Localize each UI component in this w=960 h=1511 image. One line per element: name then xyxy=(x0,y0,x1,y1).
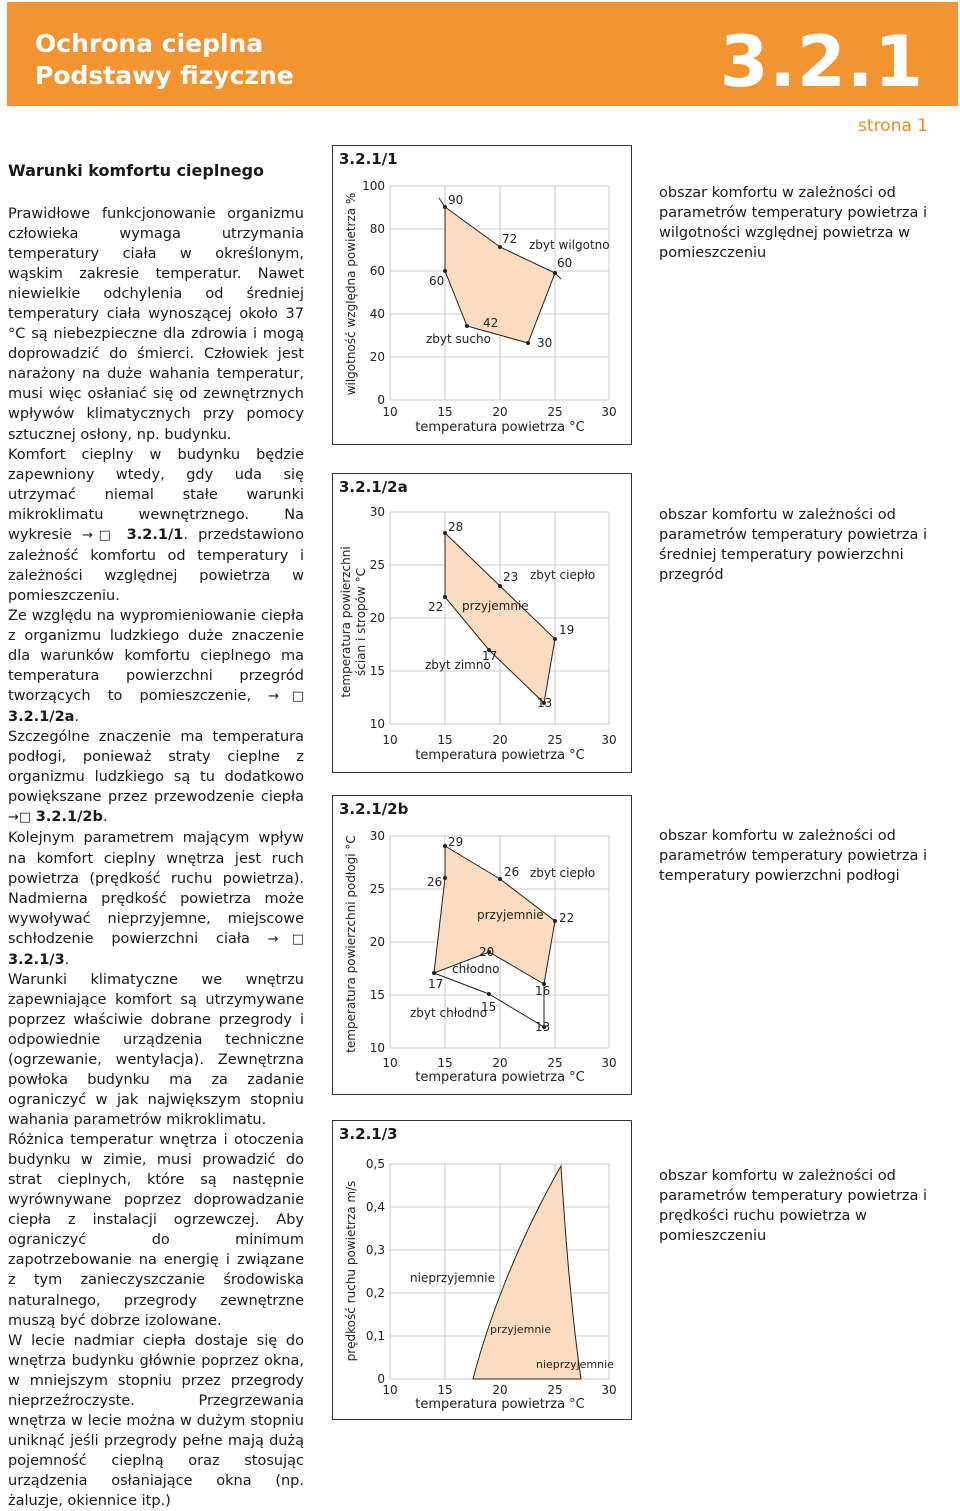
annotation: 19 xyxy=(559,623,575,637)
x-axis-label: temperatura powietrza °C xyxy=(415,1397,585,1412)
y-tick: 80 xyxy=(369,222,385,236)
y-tick: 10 xyxy=(369,717,385,731)
annotation: 29 xyxy=(448,835,464,849)
header-title xyxy=(35,28,294,92)
reference-arrow-icon: →□ xyxy=(268,689,305,705)
reference-arrow-icon: →□ xyxy=(267,931,304,947)
y-tick: 0 xyxy=(377,393,385,407)
figure-caption: obszar komfortu w zależności od parametrów temperatury powietrza i wilgotności względnej powietrza w pomieszczeniu xyxy=(659,185,928,261)
y-tick: 10 xyxy=(369,1041,385,1055)
figure-reference[interactable]: 3.2.1/1 xyxy=(126,526,184,543)
figure-3-2-1-1 xyxy=(332,145,632,445)
annotation: 17 xyxy=(428,977,444,991)
annotation: 13 xyxy=(535,1020,551,1034)
x-tick: 25 xyxy=(547,733,563,747)
y-tick: 100 xyxy=(362,179,385,193)
annotation: 20 xyxy=(479,945,495,959)
annotation: 22 xyxy=(559,911,575,925)
reference-arrow-icon: →□ xyxy=(8,810,32,826)
y-tick: 0,3 xyxy=(365,1243,385,1257)
annotation: 26 xyxy=(427,875,443,889)
x-tick: 20 xyxy=(492,1056,508,1070)
x-tick: 25 xyxy=(547,405,563,419)
annotation: 17 xyxy=(482,649,498,663)
reference-arrow-icon: →□ xyxy=(82,527,117,543)
chart-wall-temperature xyxy=(333,474,631,772)
annotation: 23 xyxy=(503,570,519,584)
y-tick: 0,4 xyxy=(365,1200,385,1214)
paragraph-4: Szczególne znaczenie ma temperatura podłogi, ponieważ straty cieplne z organizmu ludzkiego są tu dodatkowo powiększane przez przewodzenie ciepła →□ 3.2.1/2b. xyxy=(8,729,304,826)
y-tick: 25 xyxy=(369,558,385,572)
y-tick: 0,5 xyxy=(365,1157,385,1171)
x-tick: 15 xyxy=(437,405,453,419)
y-tick: 20 xyxy=(369,935,385,949)
header-title-line1: Ochrona cieplna xyxy=(35,29,264,58)
figure-label: 3.2.1/1 xyxy=(339,150,398,168)
y-tick: 60 xyxy=(369,264,385,278)
x-tick: 10 xyxy=(382,1056,398,1070)
x-tick: 20 xyxy=(492,405,508,419)
body-text xyxy=(8,204,304,1511)
figure-3-2-1-2a xyxy=(332,473,632,773)
x-tick: 25 xyxy=(547,1056,563,1070)
annotation: 60 xyxy=(557,256,573,270)
figure-label: 3.2.1/2a xyxy=(339,478,408,496)
annotation: zbyt ciepło xyxy=(530,568,596,582)
annotation: zbyt zimno xyxy=(425,658,491,672)
y-axis-label: wilgotność względna powietrza % xyxy=(344,192,358,396)
x-tick: 30 xyxy=(601,1383,617,1397)
figure-caption: obszar komfortu w zależności od parametrów temperatury powietrza i średniej temperatury powierzchni przegród xyxy=(659,507,928,583)
y-tick: 15 xyxy=(369,988,385,1002)
paragraph-1: Prawidłowe funkcjonowanie organizmu człowieka wymaga utrzymania temperatury ciała w określonym, wąskim zakresie temperatur. Nawet niewielkie odchylenia od średniej temperatury ciała wynoszącej około 37 °C są niebezpieczne dla zdrowia i mogą doprowadzić do śmierci. Człowiek jest narażony na duże wahania temperatur, musi więc osłaniać się od zewnętrznych wpływów klimatycznych przy pomocy sztucznej osłony, np. budynku. xyxy=(8,206,304,443)
paragraph-3: Ze względu na wypromieniowanie ciepła z organizmu ludzkiego duże znaczenie dla warunków komfortu cieplnego ma temperatura powierzchni przegród tworzących to pomieszczenie, →□ 3.2.1/2a. xyxy=(8,607,305,726)
annotation: 15 xyxy=(481,1000,497,1014)
y-axis-label: temperatura powierzchni podłogi °C xyxy=(344,835,358,1053)
paragraph-5: Kolejnym parametrem mającym wpływ na komfort cieplny wnętrza jest ruch powietrza (prędkość ruchu powietrza). Nadmierna prędkość powietrza może wywoływać nieprzyjemne, miejscowe schłodzenie powierzchni ciała →□ 3.2.1/3. xyxy=(8,830,304,968)
chart-floor-temperature xyxy=(333,796,631,1094)
x-tick: 25 xyxy=(547,1383,563,1397)
y-tick: 15 xyxy=(369,664,385,678)
y-axis-label: temperatura powierzchni xyxy=(339,546,353,698)
y-tick: 30 xyxy=(369,829,385,843)
paragraph-8: W lecie nadmiar ciepła dostaje się do wnętrza budynku głównie poprzez okna, w mniejszym stopniu przez przegrody nieprzeźroczyste. Przegrzewania wnętrza w lecie można w dużym stopniu uniknąć jeśli przegrody pełne mają dużą pojemność cieplną oraz stosując urządzenia osłaniające okna (np. żaluzje, okiennice itp.) xyxy=(8,1332,304,1509)
chart-humidity xyxy=(333,146,631,444)
figure-reference[interactable]: 3.2.1/3 xyxy=(8,951,65,968)
annotation: zbyt chłodno xyxy=(410,1006,488,1020)
annotation: 72 xyxy=(502,232,518,246)
x-tick: 30 xyxy=(601,1056,617,1070)
annotation: chłodno xyxy=(452,962,500,976)
y-tick: 0,1 xyxy=(365,1329,385,1343)
x-tick: 20 xyxy=(492,1383,508,1397)
annotation: 30 xyxy=(537,336,553,350)
x-axis-label: temperatura powietrza °C xyxy=(415,1070,585,1085)
annotation: 26 xyxy=(504,865,520,879)
annotation: zbyt sucho xyxy=(426,332,491,346)
x-tick: 15 xyxy=(437,1056,453,1070)
y-tick: 30 xyxy=(369,505,385,519)
figure-caption: obszar komfortu w zależności od parametrów temperatury powietrza i prędkości ruchu powietrza w pomieszczeniu xyxy=(659,1168,928,1244)
section-title: Warunki komfortu cieplnego xyxy=(8,161,265,180)
page-header xyxy=(7,2,958,106)
paragraph-2: Komfort cieplny w budynku będzie zapewniony wtedy, gdy uda się utrzymać niemal stałe warunki mikroklimatu wewnętrznego. Na wykresie →□ 3.2.1/1. przedstawiono zależność komfortu od temperatury i zależności względnej powietrza w pomieszczeniu. xyxy=(8,446,304,604)
y-tick: 0 xyxy=(377,1372,385,1386)
annotation: przyjemnie xyxy=(462,599,529,613)
y-tick: 25 xyxy=(369,882,385,896)
figure-label: 3.2.1/3 xyxy=(339,1125,398,1143)
annotation: przyjemnie xyxy=(477,908,544,922)
annotation: 60 xyxy=(429,274,445,288)
figure-caption: obszar komfortu w zależności od parametrów temperatury powietrza i temperatury powierzchni podłogi xyxy=(659,828,928,884)
annotation: 22 xyxy=(428,600,444,614)
x-tick: 10 xyxy=(382,405,398,419)
annotation: nieprzyjemnie xyxy=(410,1271,496,1285)
annotation: 13 xyxy=(537,696,553,710)
x-tick: 30 xyxy=(601,405,617,419)
figure-reference[interactable]: 3.2.1/2a xyxy=(8,709,75,726)
figure-reference[interactable]: 3.2.1/2b xyxy=(35,809,103,826)
figure-label: 3.2.1/2b xyxy=(339,800,409,818)
x-tick: 15 xyxy=(437,1383,453,1397)
x-tick: 15 xyxy=(437,733,453,747)
y-tick: 0,2 xyxy=(365,1286,385,1300)
annotation: 90 xyxy=(448,193,464,207)
x-tick: 10 xyxy=(382,1383,398,1397)
figure-3-2-1-3 xyxy=(332,1120,632,1420)
x-axis-label: temperatura powietrza °C xyxy=(415,748,585,763)
x-tick: 10 xyxy=(382,733,398,747)
y-axis-label: ścian i stropów °C xyxy=(354,567,368,677)
x-tick: 20 xyxy=(492,733,508,747)
annotation: 28 xyxy=(448,520,464,534)
page-number: strona 1 xyxy=(858,116,928,136)
y-tick: 20 xyxy=(369,350,385,364)
annotation: nieprzyjemnie xyxy=(536,1358,614,1371)
x-axis-label: temperatura powietrza °C xyxy=(415,420,585,435)
figure-3-2-1-2b xyxy=(332,795,632,1095)
y-tick: 20 xyxy=(369,611,385,625)
annotation: 16 xyxy=(535,984,551,998)
header-title-line2: Podstawy fizyczne xyxy=(35,61,294,90)
annotation: zbyt wilgotno xyxy=(529,238,610,252)
x-tick: 30 xyxy=(601,733,617,747)
paragraph-6: Warunki klimatyczne we wnętrzu zapewniające komfort są utrzymywane poprzez właściwie dobrane przegrody i odpowiednie urządzenia techniczne (ogrzewanie, wentylacja). Zewnętrzna powłoka budynku ma za zadanie ograniczyć w jak największym stopniu wahania parametrów mikroklimatu. xyxy=(8,971,304,1129)
section-number: 3.2.1 xyxy=(719,21,924,103)
y-tick: 40 xyxy=(369,307,385,321)
paragraph-7: Różnica temperatur wnętrza i otoczenia budynku w zimie, musi prowadzić do strat cieplnych, które są następnie wyrównywane poprzez doprowadzanie ciepła z instalacji ogrzewczej. Aby ograniczyć do minimum zapotrzebowanie na energię i związane z tym zanieczyszczanie środowiska naturalnego, przegrody zewnętrzne muszą być dobrze izolowane. xyxy=(8,1132,304,1329)
y-axis-label: prędkość ruchu powietrza m/s xyxy=(344,1180,358,1362)
annotation: przyjemnie xyxy=(490,1323,552,1336)
annotation: zbyt ciepło xyxy=(530,866,596,880)
chart-air-velocity xyxy=(333,1121,631,1419)
annotation: 42 xyxy=(483,316,499,330)
